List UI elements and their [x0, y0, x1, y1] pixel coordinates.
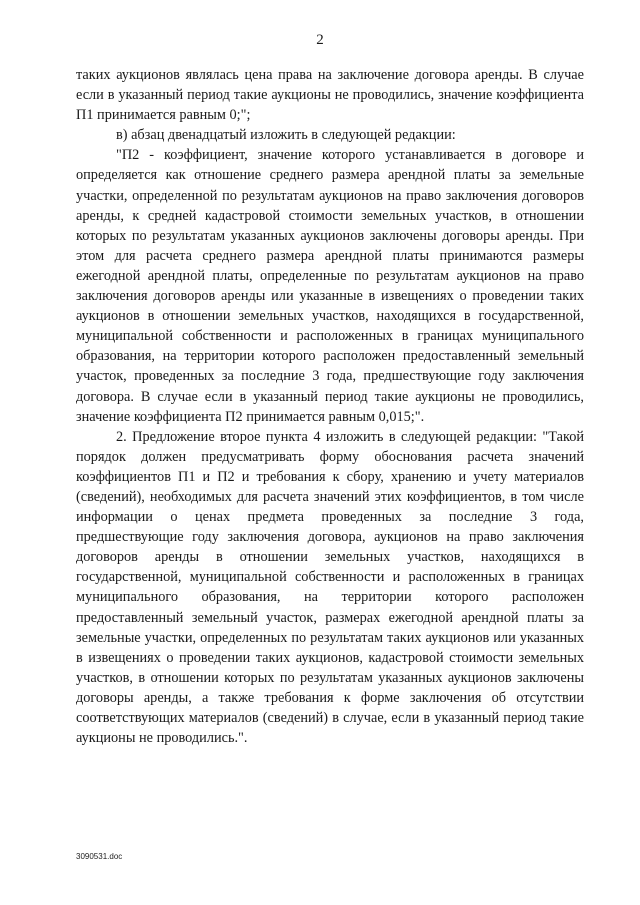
paragraph-item-2: 2. Предложение второе пункта 4 изложить в следующей редакции: "Такой порядок должен предусматривать форму обоснования расчета значений коэффициентов П1 и П2 и требования к сбору, хранению и учету материалов (сведений), необходимых для расчета значений этих коэффициентов, в том числе информации о ценах предмета проведенных за последние 3 года, предшествующие году заключения договора, аукционов на право заключения договоров аренды в отношении земельных участков, находящихся в государственной, муниципальной собственности и расположенных в границах муниципального образования, на территории которого расположен предоставленный земельный участок, размерах ежегодной арендной платы за земельные участки, определенных по результатам таких аукционов или указанных в извещениях о проведении таких аукционов, кадастровой стоимости земельных участков, в отношении которых по результатам указанных аукционов заключены договоры аренды, а также требования к форме заключения об отсутствии соответствующих материалов (сведений) в случае, если в указанный период такие аукционы не проводились.". — [76, 428, 584, 747]
paragraph-item-v: в) абзац двенадцатый изложить в следующей редакции: — [116, 127, 456, 144]
document-body — [76, 65, 584, 748]
paragraph-continuation: таких аукционов являлась цена права на заключение договора аренды. В случае если в указанный период такие аукционы не проводились, значение коэффициента П1 принимается равным 0;"; — [76, 67, 584, 124]
footer-filename: 3090531.doc — [76, 852, 123, 861]
paragraph-p2-definition: "П2 - коэффициент, значение которого устанавливается в договоре и определяется как отношение среднего размера арендной платы за земельные участки, определенной по результатам аукционов на право заключения договоров аренды, к средней кадастровой стоимости земельных участков, в отношении которых по результатам указанных аукционов заключены договоры аренды. При этом для расчета среднего размера арендной платы принимаются размеры ежегодной арендной платы, определенные по результатам аукционов на право заключения договоров аренды или указанные в извещениях о проведении таких аукционов в отношении земельных участков, находящихся в государственной, муниципальной собственности и расположенных в границах муниципального образования, на территории которого расположен предоставленный земельный участок, проведенных за последние 3 года, предшествующие году заключения договора. В случае если в указанный период такие аукционы не проводились, значение коэффициента П2 принимается равным 0,015;". — [76, 147, 584, 425]
page-number: 2 — [316, 32, 324, 48]
